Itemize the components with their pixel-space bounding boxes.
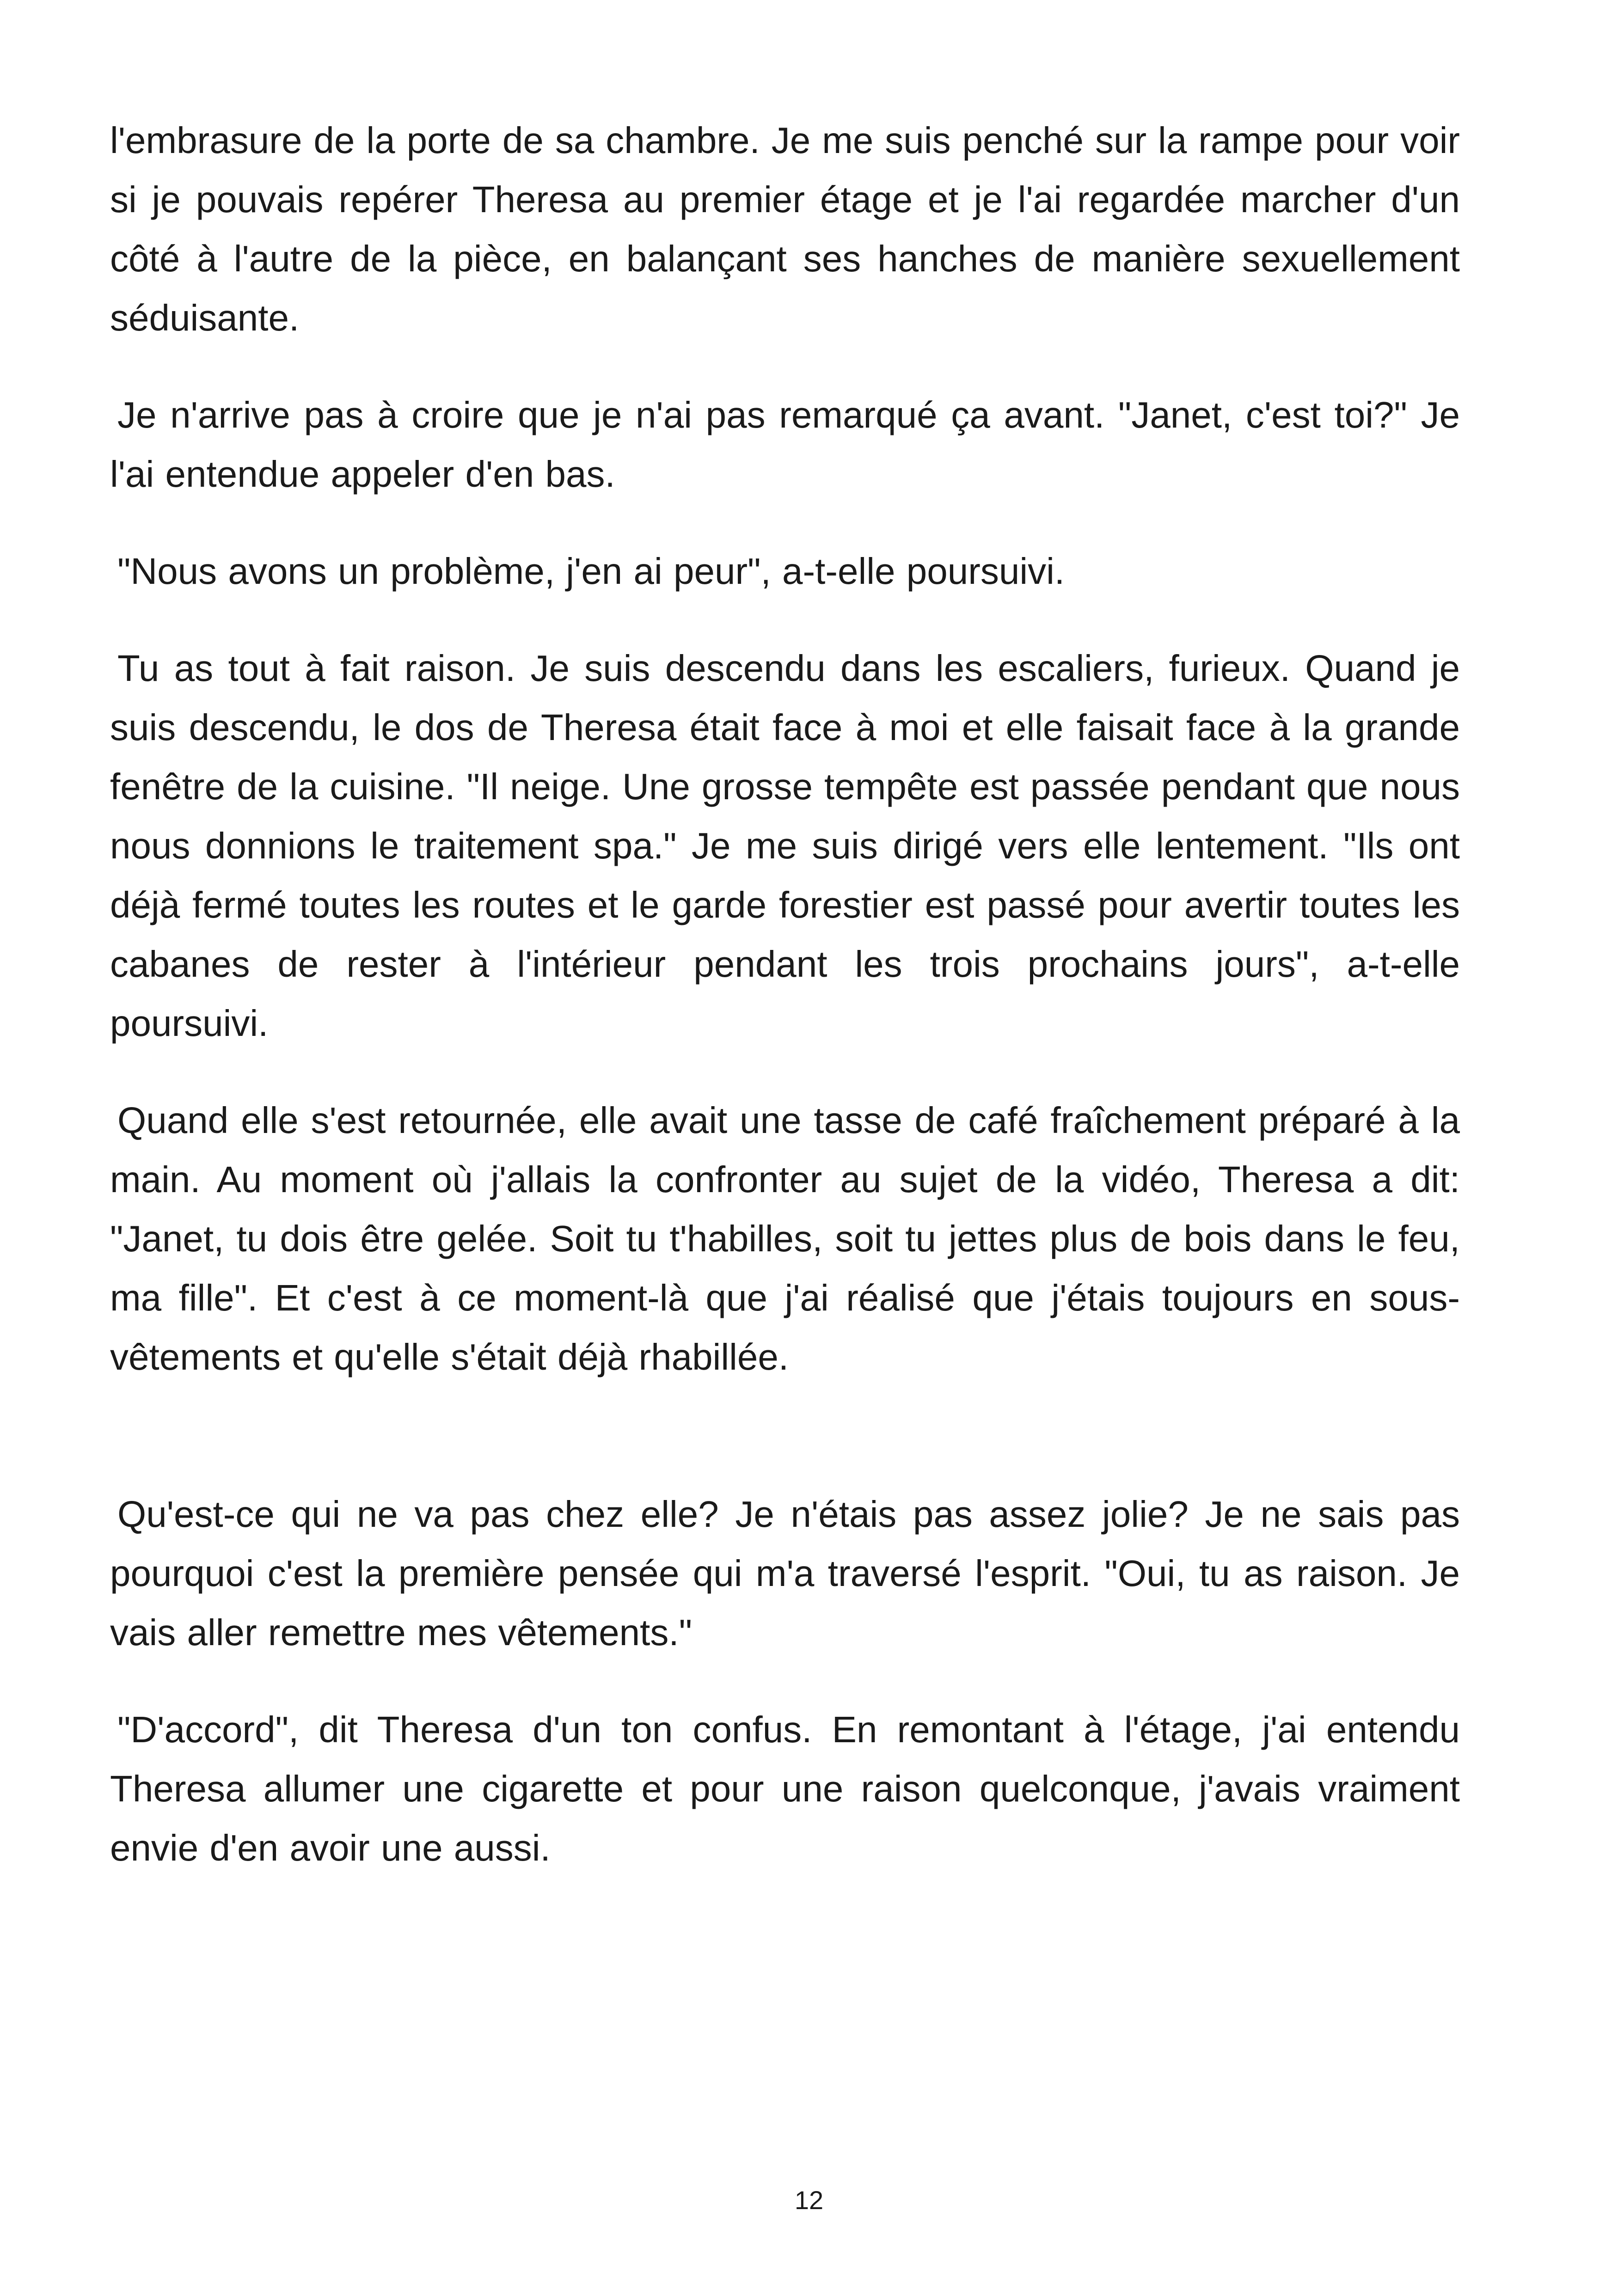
body-text xyxy=(110,111,1460,1878)
page-number: 12 xyxy=(794,2186,824,2215)
paragraph: Quand elle s'est retournée, elle avait une tasse de café fraîchement préparé à la main. Au moment où j'allais la confronter au sujet de la vidéo, Theresa a dit: "Janet, tu dois être gelée. Soit tu t'habilles, soit tu jettes plus de bois dans le feu, ma fille". Et c'est à ce moment-là que j'ai réalisé que j'étais toujours en sous-vêtements et qu'elle s'était déjà rhabillée. xyxy=(110,1100,1460,1378)
paragraph: "D'accord", dit Theresa d'un ton confus. En remontant à l'étage, j'ai entendu Theresa allumer une cigarette et pour une raison quelconque, j'avais vraiment envie d'en avoir une aussi. xyxy=(110,1709,1460,1868)
paragraph: Je n'arrive pas à croire que je n'ai pas remarqué ça avant. "Janet, c'est toi?" Je l'ai entendue appeler d'en bas. xyxy=(110,394,1460,495)
paragraph: Qu'est-ce qui ne va pas chez elle? Je n'étais pas assez jolie? Je ne sais pas pourquoi c'est la première pensée qui m'a traversé l'esprit. "Oui, tu as raison. Je vais aller remettre mes vêtements." xyxy=(110,1494,1460,1653)
paragraph-continuation: l'embrasure de la porte de sa chambre. Je me suis penché sur la rampe pour voir si je pouvais repérer Theresa au premier étage et je l'ai regardée marcher d'un côté à l'autre de la pièce, en balançant ses hanches de manière sexuellement séduisante. xyxy=(110,120,1460,338)
paragraph: Tu as tout à fait raison. Je suis descendu dans les escaliers, furieux. Quand je suis descendu, le dos de Theresa était face à moi et elle faisait face à la grande fenêtre de la cuisine. "Il neige. Une grosse tempête est passée pendant que nous nous donnions le traitement spa." Je me suis dirigé vers elle lentement. "Ils ont déjà fermé toutes les routes et le garde forestier est passé pour avertir toutes les cabanes de rester à l'intérieur pendant les trois prochains jours", a-t-elle poursuivi. xyxy=(110,648,1460,1044)
paragraph: "Nous avons un problème, j'en ai peur", a-t-elle poursuivi. xyxy=(117,551,1065,592)
